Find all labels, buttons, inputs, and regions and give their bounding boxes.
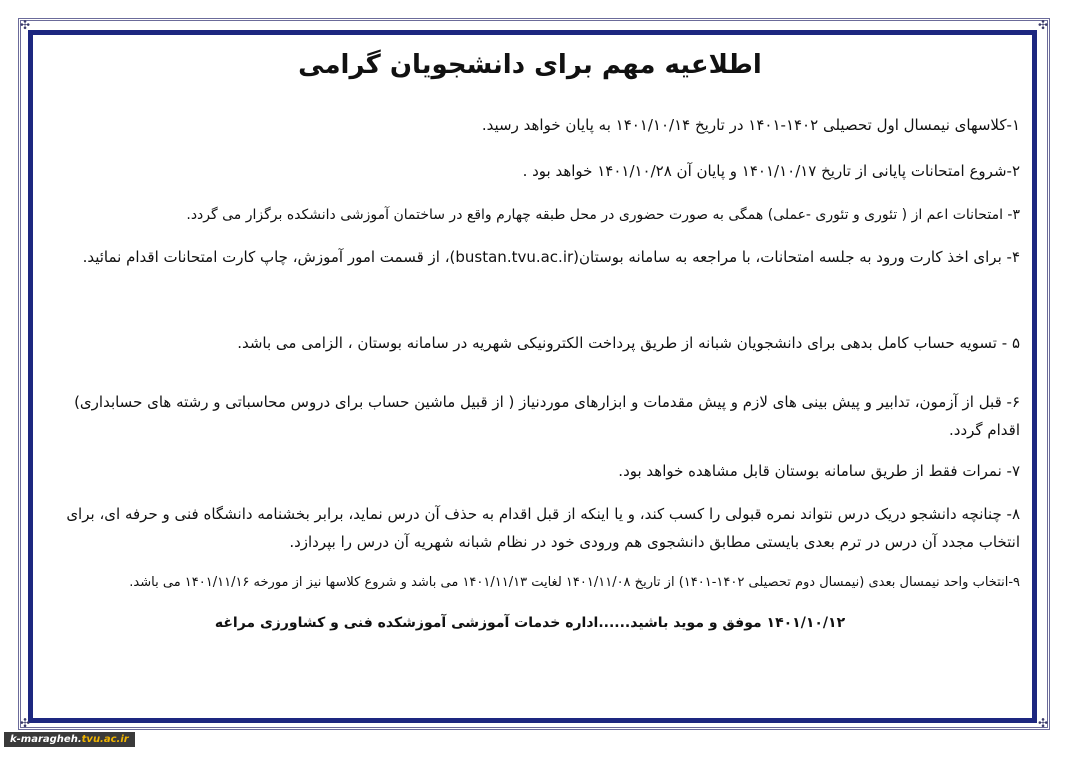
announcement-page bbox=[40, 40, 1020, 710]
corner-ornament-icon: ✣ bbox=[19, 18, 31, 32]
signature-line: ۱۴۰۱/۱۰/۱۲ موفق و موید باشید......اداره خدمات آموزشی آموزشکده فنی و کشاورزی مراغه bbox=[214, 615, 846, 631]
item-2: ۲-شروع امتحانات پایانی از تاریخ ۱۴۰۱/۱۰/۱۷ و پایان آن ۱۴۰۱/۱۰/۲۸ خواهد بود . bbox=[522, 162, 1020, 180]
watermark-prefix: k-maragheh. bbox=[10, 734, 82, 745]
watermark-suffix: tvu.ac.ir bbox=[81, 734, 129, 745]
item-3: ۳- امتحانات اعم از ( تئوری و تئوری -عملی) همگی به صورت حضوری در محل طبقه چهارم واقع در ساختمان آموزشی دانشکده برگزار می گردد. bbox=[186, 207, 1020, 223]
corner-ornament-icon: ✣ bbox=[1037, 18, 1049, 32]
item-4: ۴- برای اخذ کارت ورود به جلسه امتحانات، با مراجعه به سامانه بوستان(bustan.tvu.ac.ir)، از قسمت امور آموزش، چاپ کارت امتحانات اقدام نمائید. bbox=[82, 248, 1020, 266]
page-title: اطلاعیه مهم برای دانشجویان گرامی bbox=[298, 50, 762, 80]
item-7: ۷- نمرات فقط از طریق سامانه بوستان قابل مشاهده خواهد بود. bbox=[618, 462, 1020, 480]
item-6: ۶- قبل از آزمون، تدابیر و پیش بینی های لازم و پیش مقدمات و ابزارهای موردنیاز ( از قبیل ماشین حساب برای دروس محاسباتی و رشته های حسابداری) اقدام گردد. bbox=[74, 393, 1020, 439]
item-9: ۹-انتخاب واحد نیمسال بعدی (نیمسال دوم تحصیلی ۱۴۰۲-۱۴۰۱) از تاریخ ۱۴۰۱/۱۱/۰۸ لغایت ۱۴۰۱/۱۱/۱۳ می باشد و شروع کلاسها نیز از مورخه ۱۴۰۱/۱۱/۱۶ می باشد. bbox=[129, 575, 1020, 590]
item-8: ۸- چنانچه دانشجو دریک درس نتواند نمره قبولی را کسب کند، و یا اینکه از قبل اقدام به حذف آن درس نماید، برابر بخشنامه دانشگاه فنی و حرفه ای، برای انتخاب مجدد آن درس در ترم بعدی بایستی مطابق دانشجوی هم ورودی خود در نظام شبانه شهریه آن درس را بپردازد. bbox=[66, 505, 1020, 551]
item-5: ۵ - تسویه حساب کامل بدهی برای دانشجویان شبانه از طریق پرداخت الکترونیکی شهریه در سامانه بوستان ، الزامی می باشد. bbox=[237, 334, 1020, 352]
site-watermark bbox=[4, 732, 135, 747]
corner-ornament-icon: ✣ bbox=[19, 716, 31, 730]
item-1: ۱-کلاسهای نیمسال اول تحصیلی ۱۴۰۲-۱۴۰۱ در تاریخ ۱۴۰۱/۱۰/۱۴ به پایان خواهد رسید. bbox=[481, 116, 1020, 134]
corner-ornament-icon: ✣ bbox=[1037, 716, 1049, 730]
